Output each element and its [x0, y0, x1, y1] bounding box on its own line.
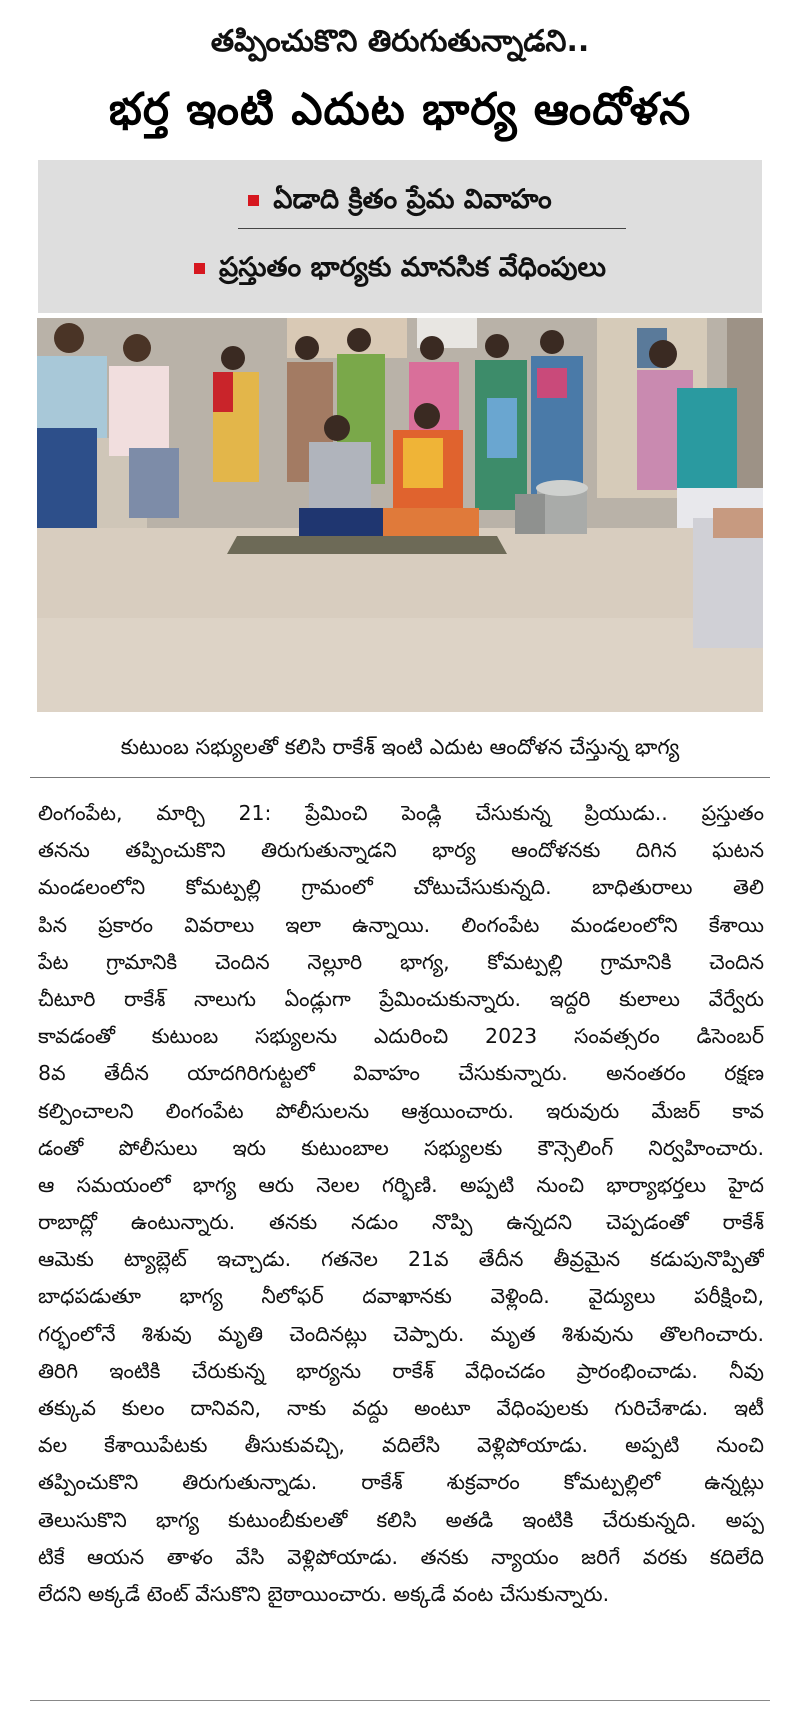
- body-line: పిన ప్రకారం వివరాలు ఇలా ఉన్నాయి. లింగంపేట మండలంలోని కేశాయి: [38, 912, 764, 937]
- square-bullet-icon: [194, 263, 205, 274]
- body-line: చీటూరి రాకేశ్ నాలుగు ఏండ్లుగా ప్రేమించుకున్నారు. ఇద్దరి కులాలు వేర్వేరు: [38, 986, 764, 1011]
- body-line: తక్కువ కులం దానివని, నాకు వద్దు అంటూ వేధింపులకు గురిచేశాడు. ఇటీ: [38, 1396, 764, 1420]
- protest-photo-illustration: [37, 318, 763, 712]
- body-line: టికే ఆయన తాళం వేసి వెళ్లిపోయాడు. తనకు న్యాయం జరిగే వరకు కదిలేది: [38, 1544, 764, 1569]
- body-line: లేదని అక్కడే టెంట్ వేసుకొని బైఠాయించారు. అక్కడే వంట చేసుకున్నారు.: [38, 1581, 610, 1606]
- body-line: ఆమెకు ట్యాబ్లెట్ ఇచ్చాడు. గతనెల 21వ తేదీన తీవ్రమైన కడుపునొప్పితో: [38, 1247, 764, 1272]
- body-line: తెలుసుకొని భాగ్య కుటుంబీకులతో కలిసి అతడి ఇంటికి చేరుకున్నది. అప్ప: [38, 1507, 764, 1532]
- deck-item-text: ఏడాది క్రితం ప్రేమ వివాహం: [273, 184, 552, 215]
- body-line: డంతో పోలీసులు ఇరు కుటుంబాల సభ్యులకు కౌన్సెలింగ్ నిర్వహించారు.: [38, 1135, 764, 1160]
- photo-caption: కుటుంబ సభ్యులతో కలిసి రాకేశ్ ఇంటి ఎదుట ఆందోళన చేస్తున్న భాగ్య: [120, 735, 680, 759]
- body-line: తనను తప్పించుకొని తిరుగుతున్నాడని భార్య ఆందోళనకు దిగిన ఘటన: [38, 838, 764, 863]
- deck-item: [38, 252, 762, 290]
- body-line: వల కేశాయిపేటకు తీసుకువచ్చి, వదిలేసి వెళ్లిపోయాడు. అప్పటి నుంచి: [38, 1433, 764, 1458]
- body-line: తిరిగి ఇంటికి చేరుకున్న భార్యను రాకేశ్ వేధించడం ప్రారంభించాడు. నీవు: [38, 1358, 764, 1383]
- deck-divider: [238, 228, 626, 229]
- kicker: తప్పించుకొని తిరుగుతున్నాడని..: [210, 24, 590, 59]
- deck-item-text: ప్రస్తుతం భార్యకు మానసిక వేధింపులు: [219, 252, 606, 283]
- body-line: 8వ తేదీన యాదగిరిగుట్టలో వివాహం చేసుకున్నారు. అనంతరం రక్షణ: [38, 1061, 764, 1086]
- article-body: [38, 795, 764, 1613]
- body-line: ఆ సమయంలో భాగ్య ఆరు నెలల గర్భిణి. అప్పటి నుంచి భార్యాభర్తలు హైద: [38, 1172, 764, 1197]
- headline: భర్త ఇంటి ఎదుట భార్య ఆందోళన: [108, 84, 692, 135]
- body-line: లింగంపేట, మార్చి 21: ప్రేమించి పెండ్లి చేసుకున్న ప్రియుడు.. ప్రస్తుతం: [38, 801, 764, 825]
- deck-item: [38, 184, 762, 222]
- body-line: గర్భంలోనే శిశువు మృతి చెందినట్లు చెప్పారు. మృత శిశువును తొలగించారు.: [38, 1321, 764, 1346]
- body-line: పేట గ్రామానికి చెందిన నెల్లూరి భాగ్య, కోమట్పల్లి గ్రామానికి చెందిన: [38, 949, 764, 974]
- body-line: కల్పించాలని లింగంపేట పోలీసులను ఆశ్రయించారు. ఇరువురు మేజర్ కావ: [38, 1098, 764, 1123]
- body-line: కావడంతో కుటుంబ సభ్యులను ఎదురించి 2023 సంవత్సరం డిసెంబర్: [38, 1024, 764, 1049]
- square-bullet-icon: [248, 195, 259, 206]
- body-line: బాధపడుతూ భాగ్య నీలోఫర్ దవాఖానకు వెళ్లింది. వైద్యులు పరీక్షించి,: [38, 1284, 764, 1309]
- bottom-divider: [30, 1700, 770, 1701]
- body-line: తప్పించుకొని తిరుగుతున్నాడు. రాకేశ్ శుక్రవారం కోమట్పల్లిలో ఉన్నట్లు: [38, 1470, 764, 1495]
- body-line: మండలంలోని కోమట్పల్లి గ్రామంలో చోటుచేసుకున్నది. బాధితురాలు తెలి: [38, 875, 764, 900]
- caption-divider: [30, 777, 770, 778]
- news-photo: [37, 318, 763, 712]
- deck-box: [38, 160, 762, 313]
- body-line: రాబాద్లో ఉంటున్నారు. తనకు నడుం నొప్పి ఉన్నదని చెప్పడంతో రాకేశ్: [38, 1210, 764, 1235]
